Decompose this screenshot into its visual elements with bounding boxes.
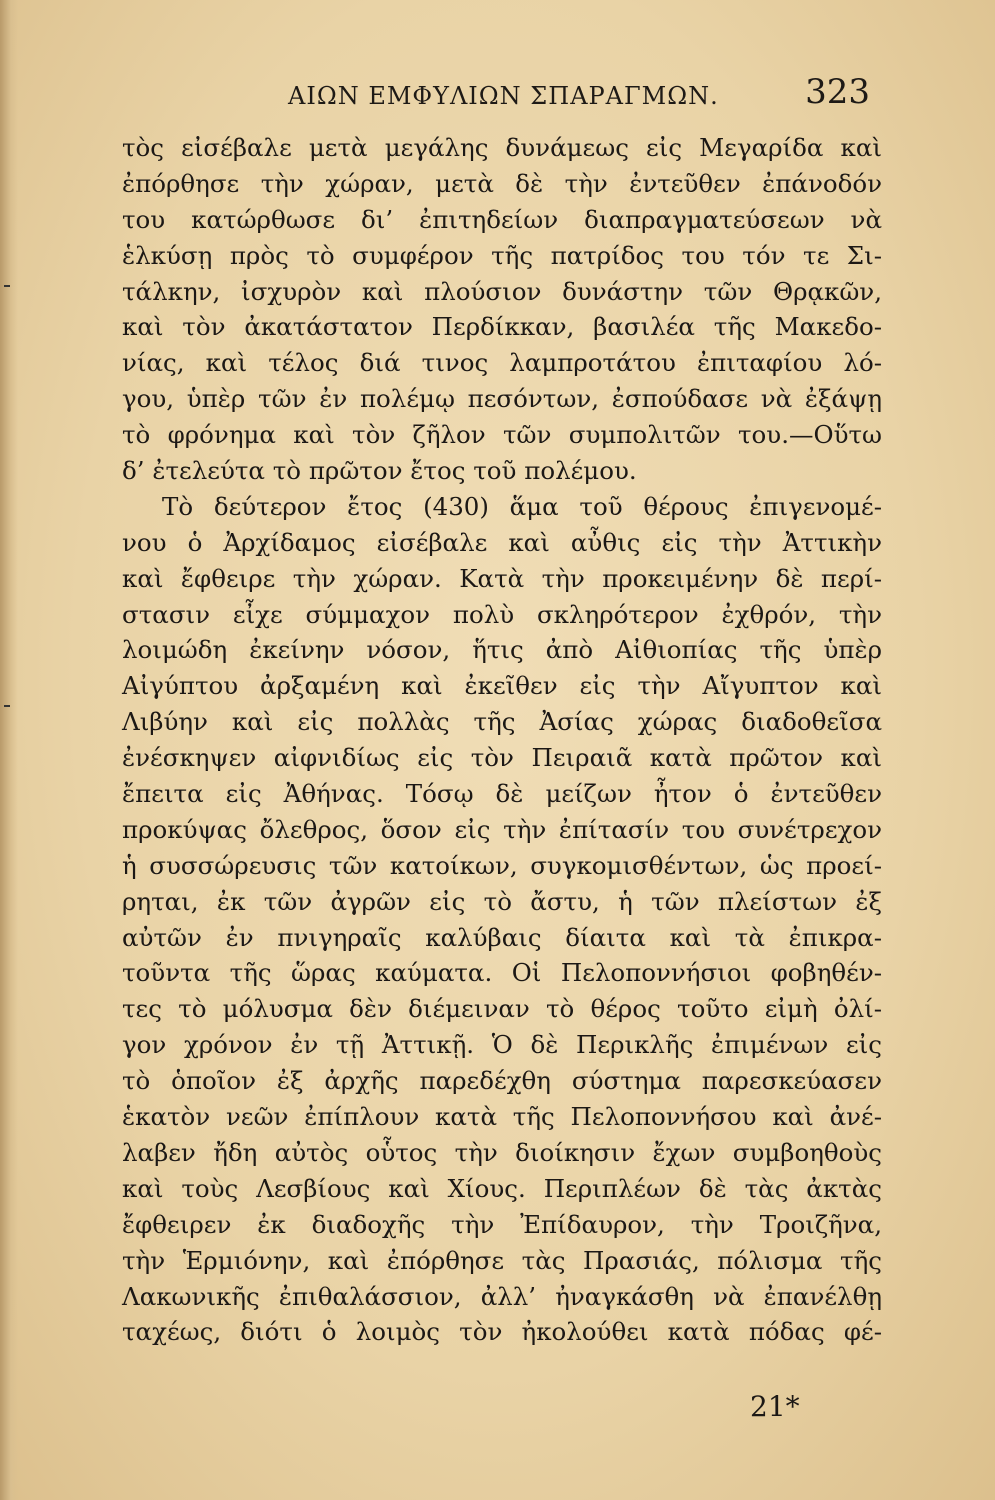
- text-line: του κατώρθωσε δι’ ἐπιτηδείων διαπραγματεύσεων νὰ: [122, 204, 882, 234]
- page-header: [130, 70, 880, 120]
- text-line: προκύψας ὄλεθρος, ὅσον εἰς τὴν ἐπίτασίν του συνέτρεχον: [122, 814, 882, 844]
- text-line: Αἰγύπτου ἀρξαμένη καὶ ἐκεῖθεν εἰς τὴν Αἴγυπτον καὶ: [122, 671, 882, 701]
- text-line: τοῦντα τῆς ὥρας καύματα. Οἱ Πελοποννήσιοι φοβηθέν-: [122, 958, 882, 988]
- body-text: [122, 130, 882, 1350]
- text-line: λαβεν ἤδη αὐτὸς οὗτος τὴν διοίκησιν ἔχων συμβοηθοὺς: [122, 1137, 882, 1167]
- text-line: τάλκην, ἰσχυρὸν καὶ πλούσιον δυνάστην τῶν Θρᾳκῶν,: [122, 276, 882, 306]
- text-line: τὸς εἰσέβαλε μετὰ μεγάλης δυνάμεως εἰς Μεγαρίδα καὶ: [122, 133, 882, 162]
- text-line: αὐτῶν ἐν πνιγηραῖς καλύβαις δίαιτα καὶ τὰ ἐπικρα-: [122, 922, 882, 952]
- text-line: τες τὸ μόλυσμα δὲν διέμειναν τὸ θέρος τοῦτο εἰμὴ ὀλί-: [122, 994, 882, 1024]
- text-line: ρηται, ἐκ τῶν ἀγρῶν εἰς τὸ ἄστυ, ἡ τῶν πλείστων ἐξ: [122, 886, 882, 916]
- page-number: 323: [805, 72, 870, 112]
- text-line: γον χρόνον ἐν τῇ Ἀττικῇ. Ὁ δὲ Περικλῆς ἐπιμένων εἰς: [122, 1030, 882, 1060]
- text-line: Λακωνικῆς ἐπιθαλάσσιον, ἀλλ’ ἠναγκάσθη νὰ ἐπανέλθῃ: [122, 1281, 882, 1311]
- text-line: ἑλκύσῃ πρὸς τὸ συμφέρον τῆς πατρίδος του τόν τε Σι-: [122, 240, 882, 270]
- text-line: δ’ ἐτελεύτα τὸ πρῶτον ἔτος τοῦ πολέμου.: [122, 456, 637, 486]
- text-line: λοιμώδη ἐκείνην νόσον, ἥτις ἀπὸ Αἰθιοπίας τῆς ὑπὲρ: [122, 635, 882, 665]
- text-line: τὴν Ἑρμιόνην, καὶ ἐπόρθησε τὰς Πρασιάς, πόλισμα τῆς: [122, 1245, 882, 1275]
- text-line: τὸ φρόνημα καὶ τὸν ζῆλον τῶν συμπολιτῶν του.—Οὕτω: [122, 420, 882, 450]
- text-line: γου, ὑπὲρ τῶν ἐν πολέμῳ πεσόντων, ἐσπούδασε νὰ ἐξάψῃ: [122, 384, 882, 414]
- signature-mark: 21*: [750, 1390, 800, 1423]
- text-line: καὶ τὸν ἀκατάστατον Περδίκκαν, βασιλέα τῆς Μακεδο-: [122, 312, 882, 342]
- text-line: ἔπειτα εἰς Ἀθήνας. Τόσῳ δὲ μείζων ἦτον ὁ ἐντεῦθεν: [122, 779, 882, 809]
- text-line: Τὸ δεύτερον ἔτος (430) ἅμα τοῦ θέρους ἐπιγενομέ-: [162, 491, 882, 521]
- text-line: ταχέως, διότι ὁ λοιμὸς τὸν ἠκολούθει κατὰ πόδας φέ-: [122, 1317, 882, 1347]
- text-line: νου ὁ Ἀρχίδαμος εἰσέβαλε καὶ αὖθις εἰς τὴν Ἀττικὴν: [122, 527, 882, 557]
- page-binding-edge: [0, 0, 18, 1500]
- text-line: ἑκατὸν νεῶν ἐπίπλουν κατὰ τῆς Πελοποννήσου καὶ ἀνέ-: [122, 1102, 882, 1132]
- text-line: νίας, καὶ τέλος διά τινος λαμπροτάτου ἐπιταφίου λό-: [122, 348, 882, 378]
- text-line: ἔφθειρεν ἐκ διαδοχῆς τὴν Ἐπίδαυρον, τὴν Τροιζῆνα,: [122, 1209, 882, 1239]
- text-line: στασιν εἶχε σύμμαχον πολὺ σκληρότερον ἐχθρόν, τὴν: [122, 599, 882, 629]
- text-line: καὶ ἔφθειρε τὴν χώραν. Κατὰ τὴν προκειμένην δὲ περί-: [122, 563, 882, 593]
- running-title: ΑΙΩΝ ΕΜΦΥΛΙΩΝ ΣΠΑΡΑΓΜΩΝ.: [288, 82, 719, 110]
- edge-mark: [4, 285, 10, 287]
- text-line: ἐνέσκηψεν αἰφνιδίως εἰς τὸν Πειραιᾶ κατὰ πρῶτον καὶ: [122, 743, 882, 773]
- text-line: ἡ συσσώρευσις τῶν κατοίκων, συγκομισθέντων, ὡς προεί-: [122, 850, 882, 880]
- text-line: ἐπόρθησε τὴν χώραν, μετὰ δὲ τὴν ἐντεῦθεν ἐπάνοδόν: [122, 168, 882, 198]
- edge-mark: [4, 705, 10, 707]
- text-line: καὶ τοὺς Λεσβίους καὶ Χίους. Περιπλέων δὲ τὰς ἀκτὰς: [122, 1173, 882, 1203]
- text-line: Λιβύην καὶ εἰς πολλὰς τῆς Ἀσίας χώρας διαδοθεῖσα: [122, 707, 882, 737]
- text-line: τὸ ὁποῖον ἐξ ἀρχῆς παρεδέχθη σύστημα παρεσκεύασεν: [122, 1066, 882, 1096]
